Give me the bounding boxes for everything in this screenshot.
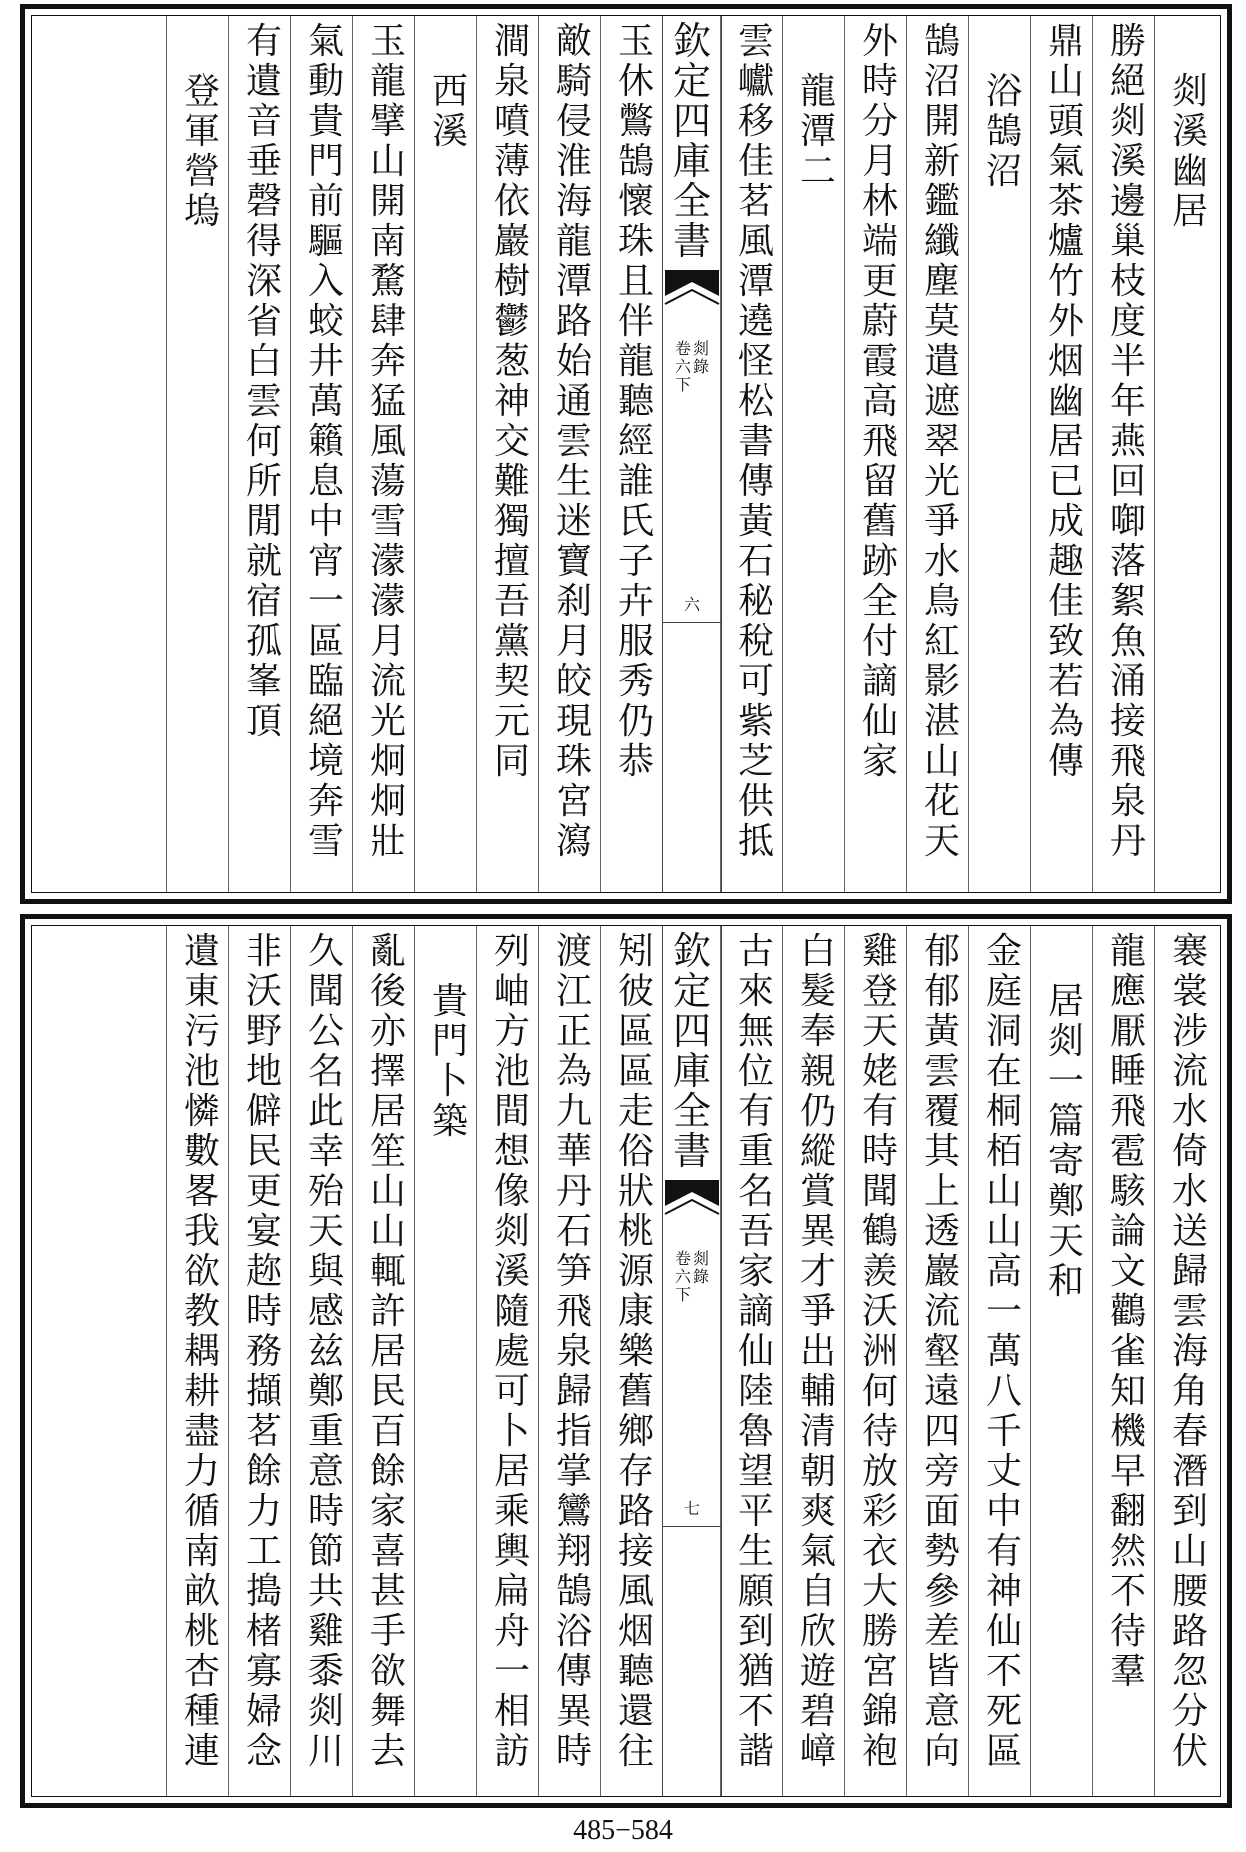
center-book-info: 卷 六 下 剡 錄 bbox=[674, 1249, 710, 1304]
text-column: 郁 郁 黃 雲 覆 其 上 透 巖 流 壑 遠 四 旁 面 勢 參 差 皆 意 向 bbox=[923, 931, 960, 1772]
bottom-page-inner-border bbox=[31, 925, 1221, 1797]
text-column: 龍 應 厭 睡 飛 雹 駭 論 文 鸛 雀 知 機 早 翻 然 不 待 羣 bbox=[1109, 931, 1146, 1692]
text-column: 遺 東 污 池 憐 數 畧 我 欲 教 耦 耕 盡 力 循 南 畝 桃 杏 種 連 bbox=[183, 931, 220, 1772]
column-rule bbox=[166, 926, 167, 1796]
text-column: 古 來 無 位 有 重 名 吾 家 謫 仙 陸 魯 望 平 生 願 到 猶 不 諧 bbox=[737, 931, 774, 1772]
top-page-inner-border bbox=[31, 15, 1221, 893]
text-column: 白 髮 奉 親 仍 縱 賞 異 才 爭 出 輔 清 朝 爽 氣 自 欣 遊 碧 嶂 bbox=[799, 931, 836, 1772]
text-column: 有 遺 音 垂 磬 得 深 省 白 雲 何 所 閒 就 宿 孤 峯 頂 bbox=[245, 21, 282, 742]
text-column: 居 剡 一 篇 寄 鄭 天 和 bbox=[1047, 981, 1084, 1302]
text-column: 雞 登 天 姥 有 時 聞 鶴 羨 沃 洲 何 待 放 彩 衣 大 勝 宮 錦 袍 bbox=[861, 931, 898, 1772]
text-column: 浴 鵠 沼 bbox=[985, 71, 1022, 192]
center-title: 欽 定 四 庫 全 書 bbox=[672, 19, 711, 263]
text-column: 剡 溪 幽 居 bbox=[1171, 71, 1208, 232]
text-column: 西 溪 bbox=[431, 71, 468, 152]
text-column: 敵 騎 侵 淮 海 龍 潭 路 始 通 雲 生 迷 寶 刹 月 皎 現 珠 宮 瀉 bbox=[555, 21, 592, 862]
top-text-area bbox=[32, 16, 1220, 892]
text-column: 玉 休 鷩 鵠 懷 珠 且 伴 龍 聽 經 誰 氏 子 卉 服 秀 仍 恭 bbox=[617, 21, 654, 782]
center-margin-column bbox=[662, 16, 722, 892]
text-column: 雲 巘 移 佳 茗 風 潭 遶 怪 松 書 傳 黃 石 秘 稅 可 紫 芝 供 抵 bbox=[737, 21, 774, 862]
bottom-text-area bbox=[32, 926, 1220, 1796]
center-leaf-number: 七 bbox=[683, 1499, 700, 1518]
text-column: 登 軍 營 塢 bbox=[183, 71, 220, 232]
text-column: 亂 後 亦 擇 居 笙 山 山 輒 許 居 民 百 餘 家 喜 甚 手 欲 舞 去 bbox=[369, 931, 406, 1772]
text-column: 金 庭 洞 在 桐 栢 山 山 高 一 萬 八 千 丈 中 有 神 仙 不 死 區 bbox=[985, 931, 1022, 1772]
leaf-number-rule bbox=[663, 622, 721, 623]
center-margin-column bbox=[662, 926, 722, 1796]
text-column: 勝 絕 剡 溪 邊 巢 枝 度 半 年 燕 回 啣 落 絮 魚 涌 接 飛 泉 丹 bbox=[1109, 21, 1146, 862]
top-page-frame bbox=[20, 4, 1232, 904]
text-column: 鼎 山 頭 氣 茶 爐 竹 外 烟 幽 居 已 成 趣 佳 致 若 為 傳 bbox=[1047, 21, 1084, 782]
text-column: 龍 潭 二 bbox=[799, 71, 836, 192]
fishtail-mark-icon bbox=[663, 1178, 721, 1218]
text-column: 渡 江 正 為 九 華 丹 石 笋 飛 泉 歸 指 掌 鸞 翔 鵠 浴 傳 異 時 bbox=[555, 931, 592, 1772]
center-title: 欽 定 四 庫 全 書 bbox=[672, 929, 711, 1173]
text-column: 褰 裳 涉 流 水 倚 水 送 歸 雲 海 角 春 潛 到 山 腰 路 忽 分 伏 bbox=[1171, 931, 1208, 1772]
text-column: 外 時 分 月 林 端 更 蔚 霞 高 飛 留 舊 跡 全 付 謫 仙 家 bbox=[861, 21, 898, 782]
text-column: 玉 龍 擘 山 開 南 騖 肆 奔 猛 風 蕩 雪 濛 濛 月 流 光 炯 炯 壯 bbox=[369, 21, 406, 862]
text-column: 澗 泉 噴 薄 依 巖 樹 鬱 葱 神 交 難 獨 擅 吾 黨 契 元 同 bbox=[493, 21, 530, 782]
center-book-info: 卷 六 下 剡 錄 bbox=[674, 339, 710, 394]
text-column: 貴 門 卜 築 bbox=[431, 981, 468, 1142]
text-column: 氣 動 貴 門 前 驅 入 蛟 井 萬 籟 息 中 宵 一 區 臨 絕 境 奔 雪 bbox=[307, 21, 344, 862]
fishtail-mark-icon bbox=[663, 268, 721, 308]
text-column: 非 沃 野 地 僻 民 更 宴 趂 時 務 擷 茗 餘 力 工 搗 楮 寡 婦 念 bbox=[245, 931, 282, 1772]
column-rule bbox=[166, 16, 167, 892]
page-number: 485−584 bbox=[573, 1815, 673, 1846]
text-column: 矧 彼 區 區 走 俗 狀 桃 源 康 樂 舊 鄉 存 路 接 風 烟 聽 還 往 bbox=[617, 931, 654, 1772]
text-column: 鵠 沼 開 新 鑑 纖 塵 莫 遣 遮 翠 光 爭 水 鳥 紅 影 湛 山 花 天 bbox=[923, 21, 960, 862]
bottom-page-frame bbox=[20, 914, 1232, 1808]
text-column: 久 聞 公 名 此 幸 殆 天 與 感 兹 鄭 重 意 時 節 共 雞 黍 剡 川 bbox=[307, 931, 344, 1772]
center-leaf-number: 六 bbox=[683, 595, 700, 614]
leaf-number-rule bbox=[663, 1526, 721, 1527]
text-column: 列 岫 方 池 間 想 像 剡 溪 隨 處 可 卜 居 乘 輿 扁 舟 一 相 訪 bbox=[493, 931, 530, 1772]
